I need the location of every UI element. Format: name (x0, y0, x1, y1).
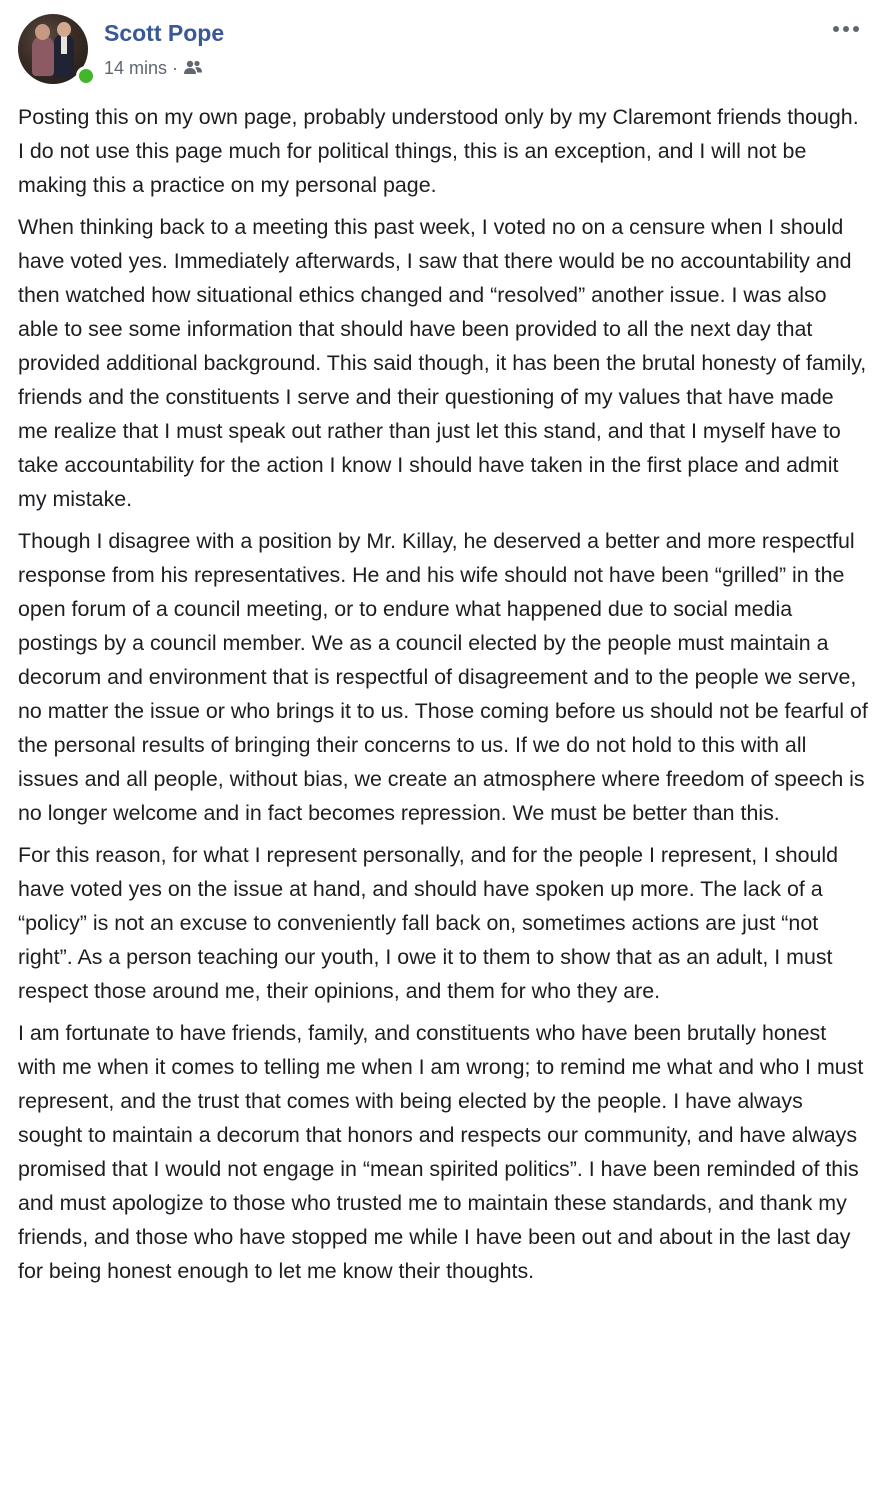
avatar-figure-head (57, 22, 71, 37)
avatar-figure-head (35, 24, 50, 40)
post-body (18, 100, 868, 1296)
post-timestamp[interactable]: 14 mins (104, 57, 168, 78)
post-paragraph: Posting this on my own page, probably understood only by my Claremont friends though. I do not use this page much for political things, this is an exception, and I will not be making this a practice on my personal page. (18, 105, 859, 197)
author-name-link[interactable]: Scott Pope (104, 20, 225, 46)
more-options-icon (832, 25, 860, 33)
online-status-icon (76, 66, 96, 86)
post-header (18, 14, 862, 88)
friends-icon[interactable] (183, 59, 203, 77)
avatar-figure (32, 36, 54, 76)
avatar-figure-shirt (61, 36, 67, 54)
meta-separator: · (172, 57, 179, 78)
post-paragraph: For this reason, for what I represent personally, and for the people I represent, I should have voted yes on the issue at hand, and should have spoken up more. The lack of a “policy” is not an excuse to conveniently fall back on, sometimes actions are just “not right”. As a person teaching our youth, I owe it to them to show that as an adult, I must respect those around me, their opinions, and them for who they are. (18, 843, 839, 1003)
more-options-button[interactable] (830, 18, 862, 40)
post-paragraph: When thinking back to a meeting this past week, I voted no on a censure when I should have voted yes. Immediately afterwards, I saw that there would be no accountability and then watched how situational ethics changed and “resolved” another issue. I was also able to see some information that should have been provided to all the next day that provided additional background. This said though, it has been the brutal honesty of family, friends and the constituents I serve and their questioning of my values that have made me realize that I must speak out rather than just let this stand, and that I myself have to take accountability for the action I know I should have taken in the first place and admit my mistake. (18, 215, 867, 511)
post-paragraph: I am fortunate to have friends, family, and constituents who have been brutally honest with me when it comes to telling me when I am wrong; to remind me what and who I must represent, and the trust that comes with being elected by the people. I have always sought to maintain a decorum that honors and respects our community, and have always promised that I would not engage in “mean spirited politics”. I have been reminded of this and must apologize to those who trusted me to maintain these standards, and thank my friends, and those who have stopped me while I have been out and about in the last day for being honest enough to let me know their thoughts. (18, 1021, 864, 1283)
post-paragraph: Though I disagree with a position by Mr. Killay, he deserved a better and more respectful response from his representatives. He and his wife should not have been “grilled” in the open forum of a council meeting, or to endure what happened due to social media postings by a council member. We as a council elected by the people must maintain a decorum and environment that is respectful of disagreement and to the people we serve, no matter the issue or who brings it to us. Those coming before us should not be fearful of the personal results of bringing their concerns to us. If we do not hold to this with all issues and all people, without bias, we create an atmosphere where freedom of speech is no longer welcome and in fact becomes repression. We must be better than this. (18, 529, 868, 825)
post-meta (104, 56, 203, 80)
